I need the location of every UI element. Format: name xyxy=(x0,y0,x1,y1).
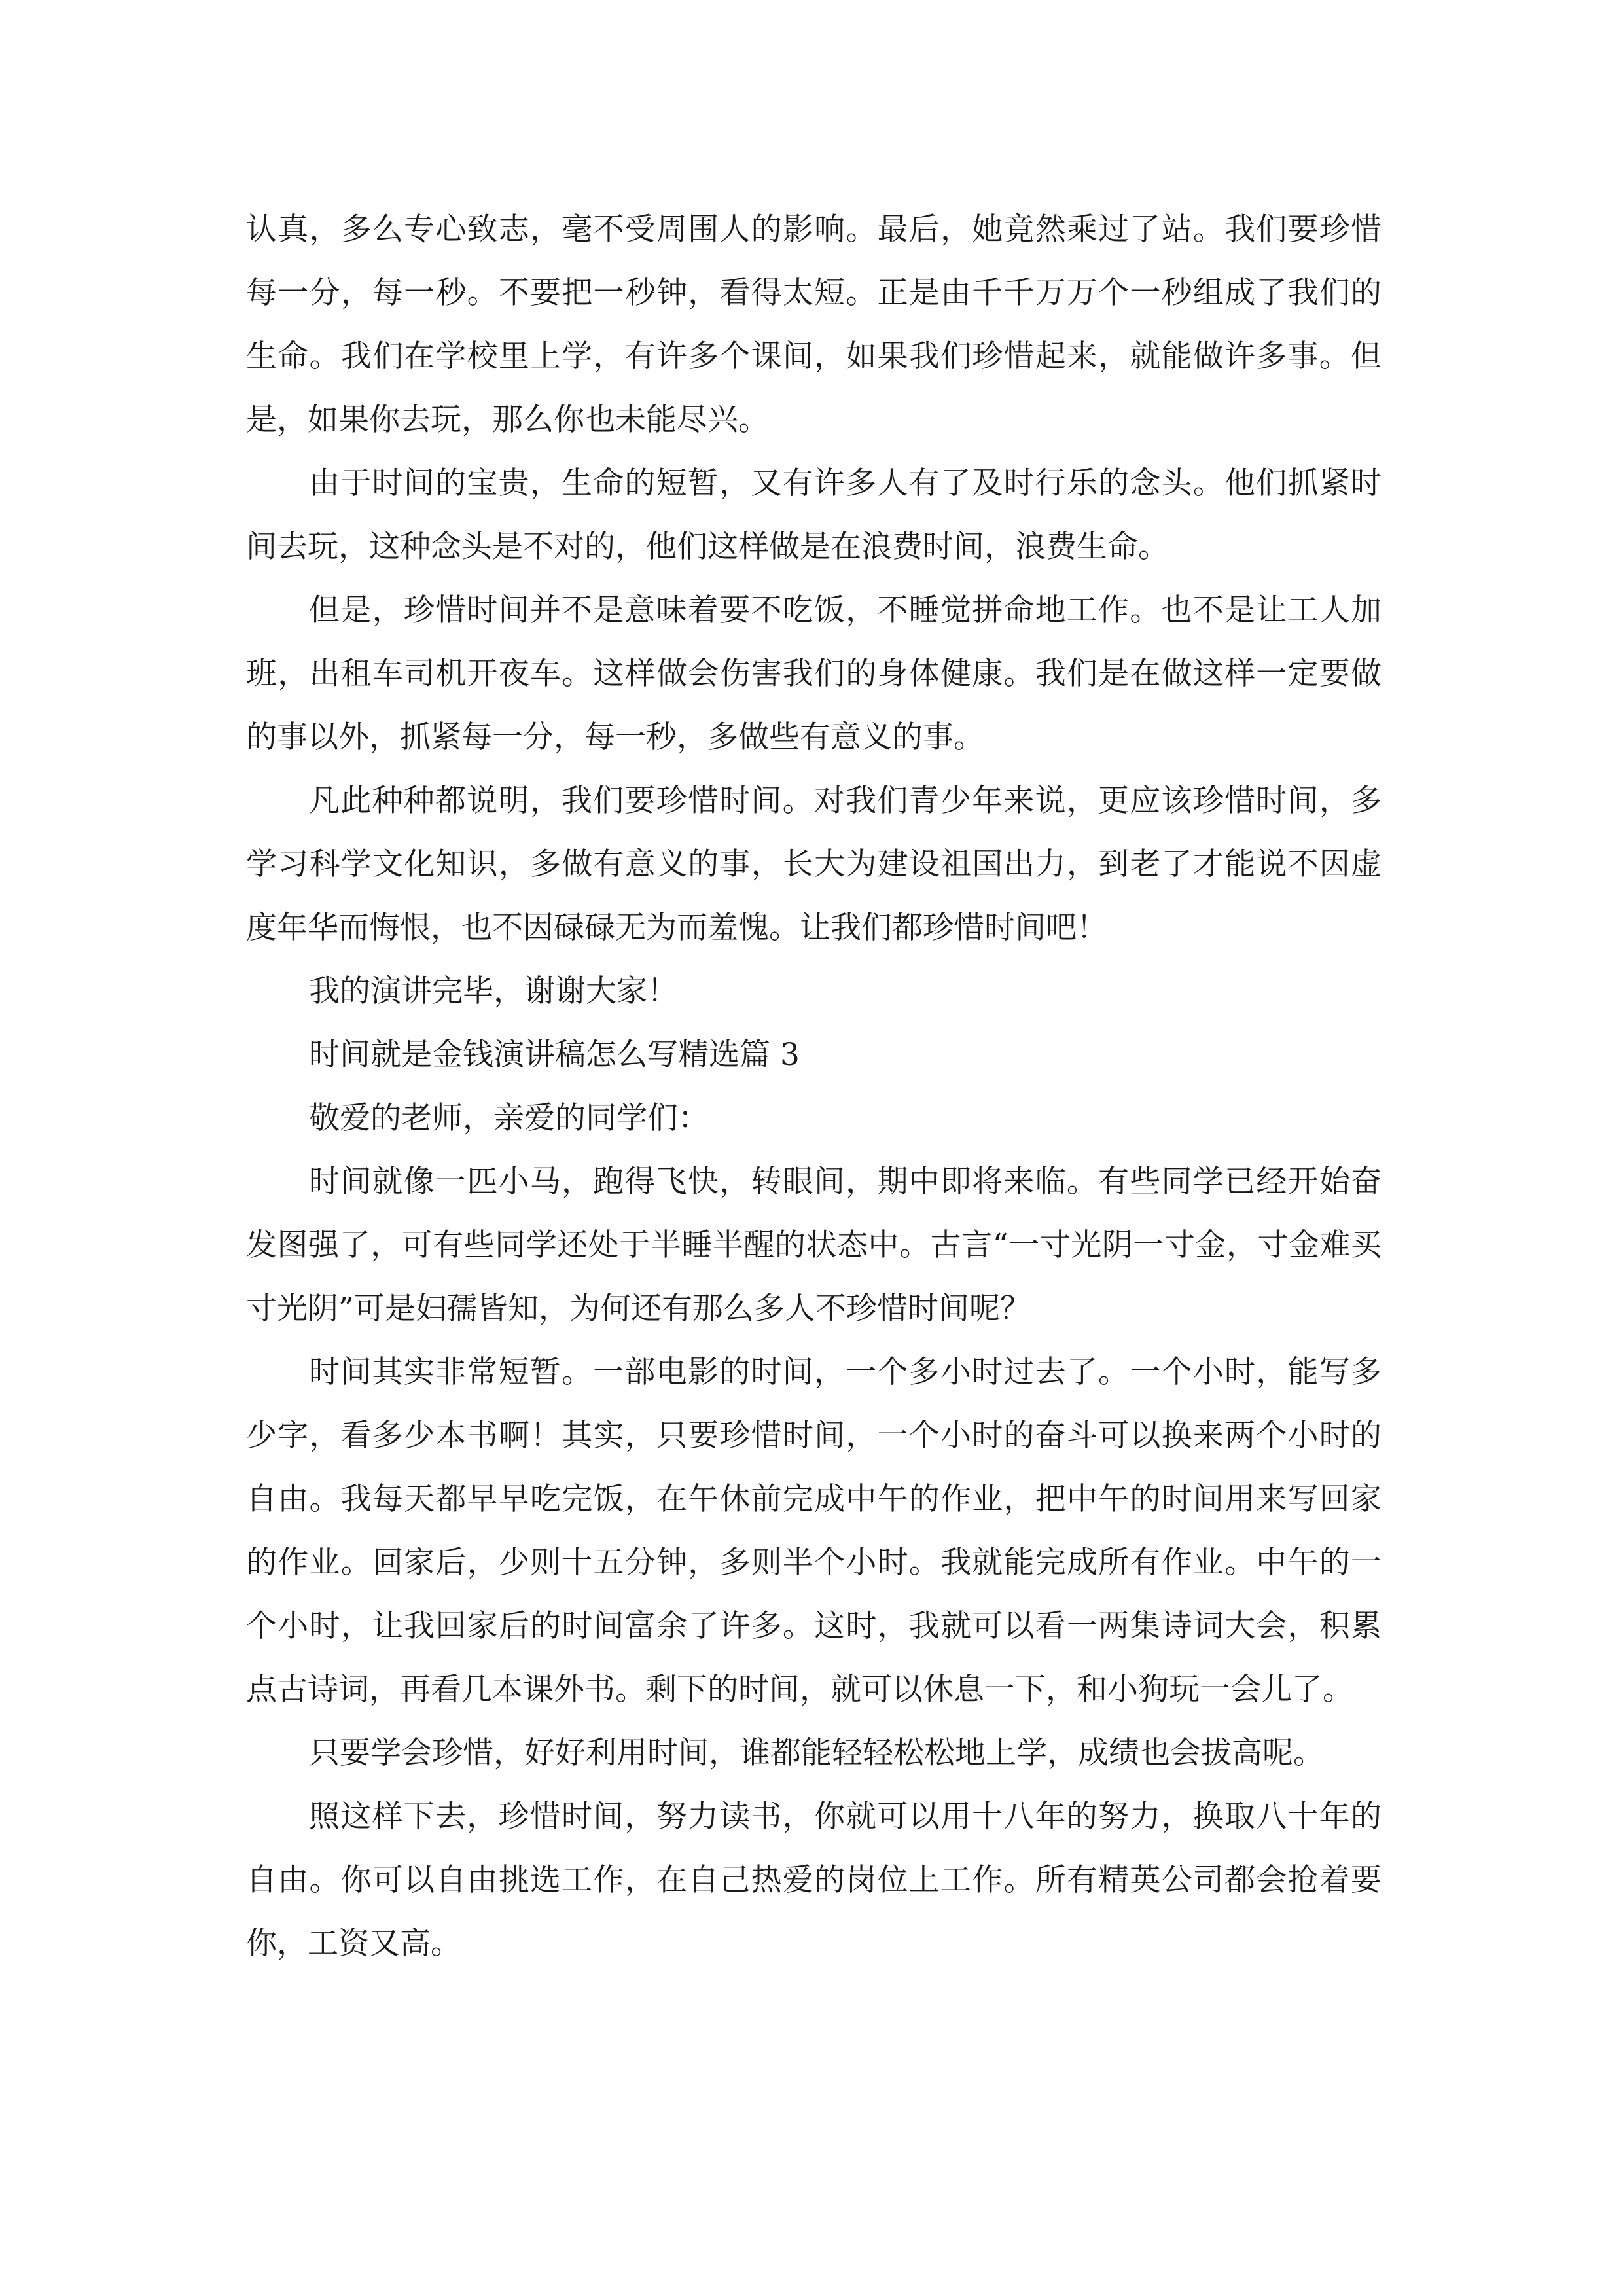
section-title: 时间就是金钱演讲稿怎么写精选篇 3 xyxy=(309,1037,800,1073)
paragraph: 只要学会珍惜，好好利用时间，谁都能轻轻松松地上学，成绩也会拔高呢。 xyxy=(309,1735,1324,1771)
document-body xyxy=(246,198,1382,1975)
paragraph-continuation: 认真，多么专心致志，毫不受周围人的影响。最后，她竟然乘过了站。我们要珍惜每一分，每一秒。不要把一秒钟，看得太短。正是由千千万万个一秒组成了我们的生命。我们在学校里上学，有许多个课间，如果我们珍惜起来，就能做许多事。但是，如果你去玩，那么你也未能尽兴。 xyxy=(246,211,1382,438)
paragraph: 凡此种种都说明，我们要珍惜时间。对我们青少年来说，更应该珍惜时间，多学习科学文化知识，多做有意义的事，长大为建设祖国出力，到老了才能说不因虚度年华而悔恨，也不因碌碌无为而羞愧。让我们都珍惜时间吧！ xyxy=(246,783,1382,946)
paragraph: 时间就像一匹小马，跑得飞快，转眼间，期中即将来临。有些同学已经开始奋发图强了，可有些同学还处于半睡半醒的状态中。古言“一寸光阴一寸金，寸金难买寸光阴”可是妇孺皆知，为何还有那么多人不珍惜时间呢？ xyxy=(246,1164,1382,1327)
paragraph: 但是，珍惜时间并不是意味着要不吃饭，不睡觉拼命地工作。也不是让工人加班，出租车司机开夜车。这样做会伤害我们的身体健康。我们是在做这样一定要做的事以外，抓紧每一分，每一秒，多做些有意义的事。 xyxy=(246,592,1382,755)
paragraph: 时间其实非常短暂。一部电影的时间，一个多小时过去了。一个小时，能写多少字，看多少本书啊！其实，只要珍惜时间，一个小时的奋斗可以换来两个小时的自由。我每天都早早吃完饭，在午休前完成中午的作业，把中午的时间用来写回家的作业。回家后，少则十五分钟，多则半个小时。我就能完成所有作业。中午的一个小时，让我回家后的时间富余了许多。这时，我就可以看一两集诗词大会，积累点古诗词，再看几本课外书。剩下的时间，就可以休息一下，和小狗玩一会儿了。 xyxy=(246,1354,1382,1708)
paragraph: 由于时间的宝贵，生命的短暂，又有许多人有了及时行乐的念头。他们抓紧时间去玩，这种念头是不对的，他们这样做是在浪费时间，浪费生命。 xyxy=(246,465,1382,565)
paragraph: 照这样下去，珍惜时间，努力读书，你就可以用十八年的努力，换取八十年的自由。你可以自由挑选工作，在自己热爱的岗位上工作。所有精英公司都会抢着要你，工资又高。 xyxy=(246,1799,1382,1962)
salutation: 敬爱的老师，亲爱的同学们： xyxy=(309,1100,709,1136)
closing-line: 我的演讲完毕，谢谢大家！ xyxy=(309,973,678,1009)
